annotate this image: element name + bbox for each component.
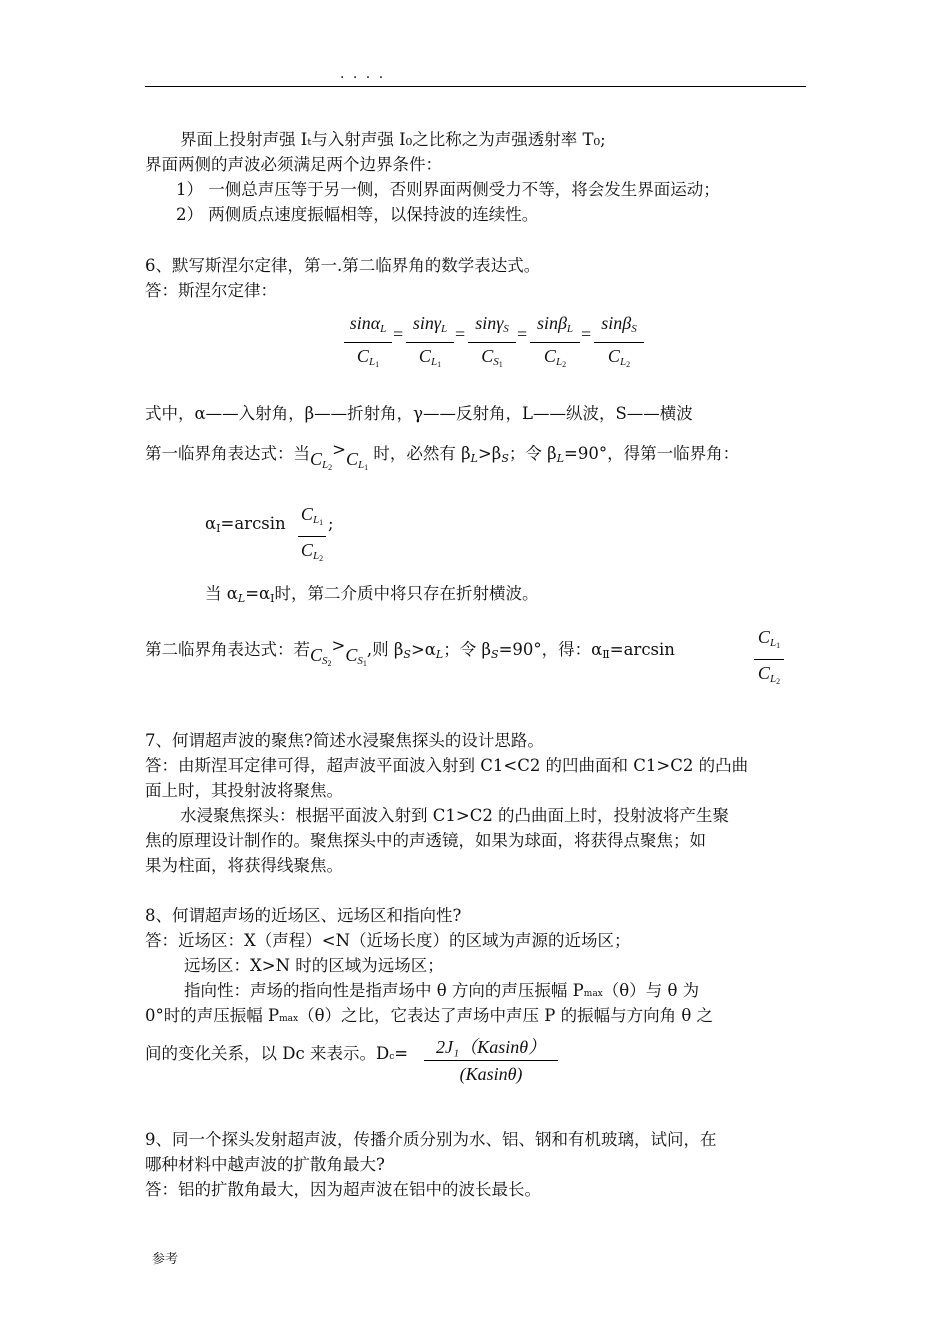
- q7-line-5: 果为柱面，将获得线聚焦。: [145, 856, 343, 875]
- snell-fraction-3: sinγ$_S$ $C_{S1}$: [468, 312, 516, 376]
- intro-line-1: 界面上投射声强 Iₜ与入射声强 I₀之比称之为声强透射率 T₀;: [180, 130, 606, 149]
- q6-first-formula-end: ;: [328, 514, 334, 533]
- q6-note: 当 $\alpha_L=\alpha_Ⅰ$时，第二介质中将只存在折射横波。: [205, 584, 539, 605]
- snell-fraction-2: sinγ$_L$ $C_{L1}$: [406, 312, 454, 376]
- intro-line-2: 界面两侧的声波必须满足两个边界条件：: [145, 155, 442, 174]
- q9-title-1: 9、同一个探头发射超声波，传播介质分别为水、铝、钢和有机玻璃，试问，在: [145, 1130, 717, 1149]
- q6-second-fraction: $C_{L1}$ $C_{L2}$: [754, 626, 784, 693]
- header-rule: [145, 86, 806, 87]
- snell-fraction-5: sinβ$_S$ $C_{L2}$: [594, 312, 644, 376]
- footer-label: 参考: [152, 1252, 179, 1267]
- directivity-fraction: 2J₁（Kasinθ） (Kasinθ): [424, 1036, 558, 1085]
- snell-fraction-4: sinβ$_L$ $C_{L2}$: [530, 312, 580, 376]
- header-dots: . . . .: [340, 66, 386, 82]
- q6-first-formula-label: $\alpha_Ⅰ=\arcsin$: [205, 514, 286, 535]
- q9-title-2: 哪种材料中越声波的扩散角最大?: [145, 1155, 385, 1174]
- q8-line-2: 远场区：X>N 时的区域为远场区；: [184, 956, 444, 975]
- q7-title: 7、何谓超声波的聚焦?简述水浸聚焦探头的设计思路。: [145, 731, 544, 750]
- q7-line-4: 焦的原理设计制作的。聚焦探头中的声透镜，如果为球面，将获得点聚焦；如: [145, 831, 706, 850]
- q6-answer: 答：斯涅尔定律：: [145, 281, 277, 300]
- q8-line-3: 指向性：声场的指向性是指声场中 θ 方向的声压振幅 Pmax（θ）与 θ 为: [184, 981, 700, 1000]
- q7-line-3: 水浸聚焦探头：根据平面波入射到 C1>C2 的凸曲面上时，投射波将产生聚: [180, 806, 730, 825]
- q6-legend: 式中，α——入射角，β——折射角，γ——反射角，L——纵波，S——横波: [145, 404, 693, 423]
- q8-line-5: 间的变化关系，以 Dc 来表示。Dc=: [145, 1044, 409, 1063]
- q6-second-critical-line: 第二临界角表达式：若$C_{S2}>C_{S1}$,则 $\beta_S>\alpha_L$；令 $\beta_S=90^\circ$，得：$\alpha_Ⅱ=\arcsin$: [145, 636, 675, 668]
- q6-title: 6、默写斯涅尔定律，第一.第二临界角的数学表达式。: [145, 256, 541, 275]
- q6-first-critical-line: 第一临界角表达式：当$C_{L2}>C_{L1}$ 时，必然有 $\beta_L>\beta_S$；令 $\beta_L=90^\circ$，得第一临界角：: [145, 440, 740, 472]
- q8-line-1: 答：近场区：X（声程）<N（近场长度）的区域为声源的近场区；: [145, 931, 631, 950]
- intro-line-4: 2） 两侧质点速度振幅相等，以保持波的连续性。: [176, 205, 539, 224]
- q7-line-2: 面上时，其投射波将聚焦。: [145, 781, 343, 800]
- q8-line-4: 0°时的声压振幅 Pmax（θ）之比，它表达了声场中声压 P 的振幅与方向角 θ 之: [145, 1006, 714, 1025]
- q9-answer: 答：铝的扩散角最大，因为超声波在铝中的波长最长。: [145, 1180, 541, 1199]
- q7-line-1: 答：由斯涅耳定律可得，超声波平面波入射到 C1<C2 的凹曲面和 C1>C2 的凸曲: [145, 756, 749, 775]
- q6-first-fraction: $C_{L1}$ $C_{L2}$: [298, 503, 326, 570]
- intro-line-3: 1） 一侧总声压等于另一侧，否则界面两侧受力不等，将会发生界面运动；: [176, 180, 720, 199]
- snell-fraction-1: sinα$_L$ $C_{L1}$: [344, 312, 392, 376]
- q8-title: 8、何谓超声场的近场区、远场区和指向性?: [145, 906, 462, 925]
